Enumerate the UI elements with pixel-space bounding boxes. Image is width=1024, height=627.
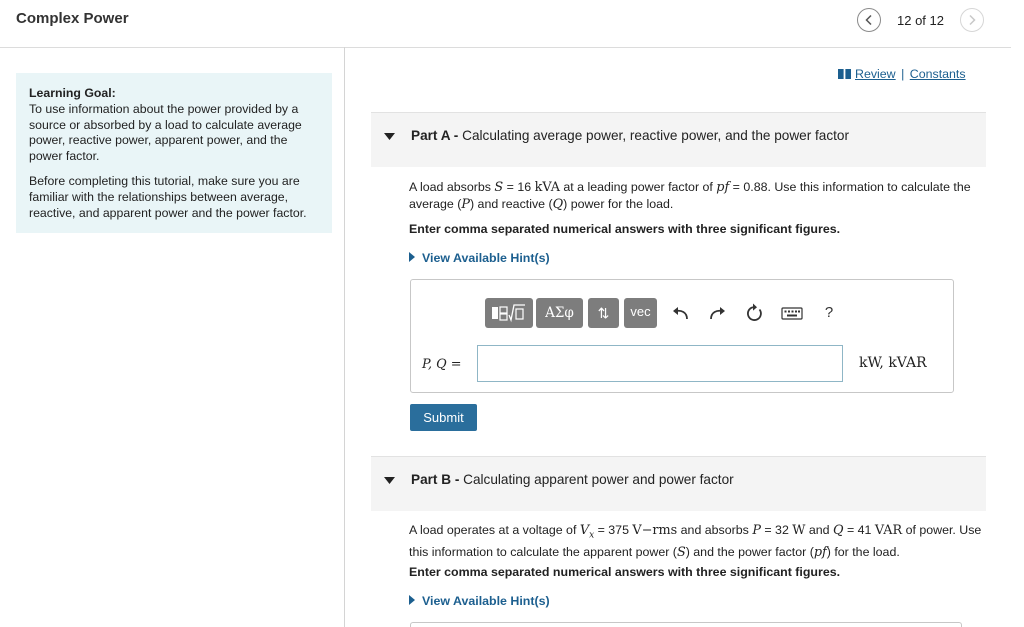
math-symbol: P xyxy=(752,523,761,538)
submit-button[interactable]: Submit xyxy=(410,404,477,431)
vector-button[interactable] xyxy=(624,298,657,328)
math-symbol: Q xyxy=(833,523,844,538)
expand-triangle-icon xyxy=(409,252,415,262)
math-subscript: x xyxy=(589,530,595,541)
problem-text: ) and reactive ( xyxy=(469,197,553,211)
problem-text: = 0.88. Use this information to calculate the average ( xyxy=(409,180,971,211)
next-button[interactable] xyxy=(960,8,984,32)
book-icon xyxy=(838,69,851,79)
math-symbol: V xyxy=(579,523,590,538)
keyboard-button[interactable] xyxy=(779,298,805,328)
problem-text: at a leading power factor of xyxy=(559,180,717,194)
templates-icon xyxy=(485,298,533,328)
problem-text: = 32 xyxy=(760,523,793,537)
arrows-label: ⇅ xyxy=(597,305,610,321)
unit-text: V−rms xyxy=(632,523,678,538)
unit-text: VAR xyxy=(874,523,903,538)
part-b-label: Part B - xyxy=(411,472,460,487)
link-separator: | xyxy=(901,67,905,81)
undo-button[interactable] xyxy=(669,298,693,328)
math-symbol: S xyxy=(676,545,686,561)
part-a-problem xyxy=(409,179,989,213)
column-divider xyxy=(344,47,345,627)
learning-goal-heading: Learning Goal: xyxy=(29,86,116,100)
problem-text: = 375 xyxy=(594,523,633,537)
problem-text: A load absorbs xyxy=(409,180,495,194)
answer-units: kW, kVAR xyxy=(859,355,927,371)
vector-label: vec xyxy=(630,304,651,319)
collapse-triangle-icon xyxy=(384,133,395,141)
learning-goal-text: To use information about the power provided by a source or absorbed by a load to calculate average power, reactive power, apparent power, and the power factor. xyxy=(29,101,302,164)
symbols-button[interactable] xyxy=(536,298,583,328)
problem-text: and xyxy=(805,523,834,537)
part-b-hint-toggle[interactable] xyxy=(409,594,550,608)
redo-button[interactable] xyxy=(705,298,729,328)
problem-text: = 41 xyxy=(843,523,875,537)
top-bar xyxy=(0,0,1011,48)
problem-text: A load operates at a voltage of xyxy=(409,523,580,537)
part-a-title xyxy=(411,128,849,143)
unit-text: kVA xyxy=(534,180,560,195)
part-b-problem xyxy=(409,522,989,561)
keyboard-icon xyxy=(779,298,805,328)
item-counter: 12 of 12 xyxy=(897,13,944,28)
math-symbol: Q xyxy=(552,197,564,212)
part-a-title-text: Calculating average power, reactive power, and the power factor xyxy=(462,128,850,143)
answer-label xyxy=(422,355,461,372)
part-b-title xyxy=(411,472,734,487)
learning-goal-note: Before completing this tutorial, make sure you are familiar with the relationships between average, reactive, and apparent power and the power factor. xyxy=(29,173,307,220)
unit-text: W xyxy=(792,523,806,538)
problem-text: of power. Use this information to calculate the apparent power ( xyxy=(409,523,982,560)
problem-text: and absorbs xyxy=(677,523,753,537)
problem-text: ) power for the load. xyxy=(563,197,674,211)
page-title: Complex Power xyxy=(16,10,129,27)
redo-icon xyxy=(705,298,729,328)
reset-button[interactable] xyxy=(743,298,767,328)
part-b-header[interactable] xyxy=(371,456,986,511)
collapse-triangle-icon xyxy=(384,477,395,485)
math-symbol: P xyxy=(461,197,470,212)
part-a-instruction: Enter comma separated numerical answers with three significant figures. xyxy=(409,222,841,236)
problem-text: ) and the power factor ( xyxy=(685,545,814,560)
expand-triangle-icon xyxy=(409,595,415,605)
problem-text: ) for the load. xyxy=(826,545,900,560)
math-symbol: S xyxy=(494,180,504,195)
chevron-left-icon xyxy=(863,14,875,26)
help-label: ? xyxy=(824,304,834,321)
learning-goal-panel xyxy=(16,73,332,233)
arrows-button[interactable] xyxy=(588,298,619,328)
chevron-right-icon xyxy=(966,14,978,26)
resource-links xyxy=(838,67,966,81)
answer-box xyxy=(410,279,954,393)
part-a-header[interactable] xyxy=(371,112,986,167)
math-symbol: pf xyxy=(716,180,730,195)
part-a-label: Part A - xyxy=(411,128,459,143)
math-symbol: pf xyxy=(813,545,827,561)
part-b-instruction: Enter comma separated numerical answers with three significant figures. xyxy=(409,565,841,579)
previous-button[interactable] xyxy=(857,8,881,32)
undo-icon xyxy=(669,298,693,328)
help-button[interactable] xyxy=(817,298,841,328)
part-a-hint-toggle[interactable] xyxy=(409,251,550,265)
symbols-label: ΑΣφ xyxy=(545,305,574,321)
hint-label: View Available Hint(s) xyxy=(422,594,550,608)
review-link[interactable]: Review xyxy=(855,67,896,81)
part-b-answer-box xyxy=(410,622,962,627)
hint-label: View Available Hint(s) xyxy=(422,251,550,265)
constants-link[interactable]: Constants xyxy=(909,67,966,81)
problem-text: = 16 xyxy=(503,180,535,194)
reset-icon xyxy=(743,298,767,328)
answer-input[interactable] xyxy=(477,345,843,382)
part-b-title-text: Calculating apparent power and power factor xyxy=(463,472,734,487)
templates-button[interactable] xyxy=(485,298,533,328)
answer-label-text: P, Q = xyxy=(422,357,462,372)
